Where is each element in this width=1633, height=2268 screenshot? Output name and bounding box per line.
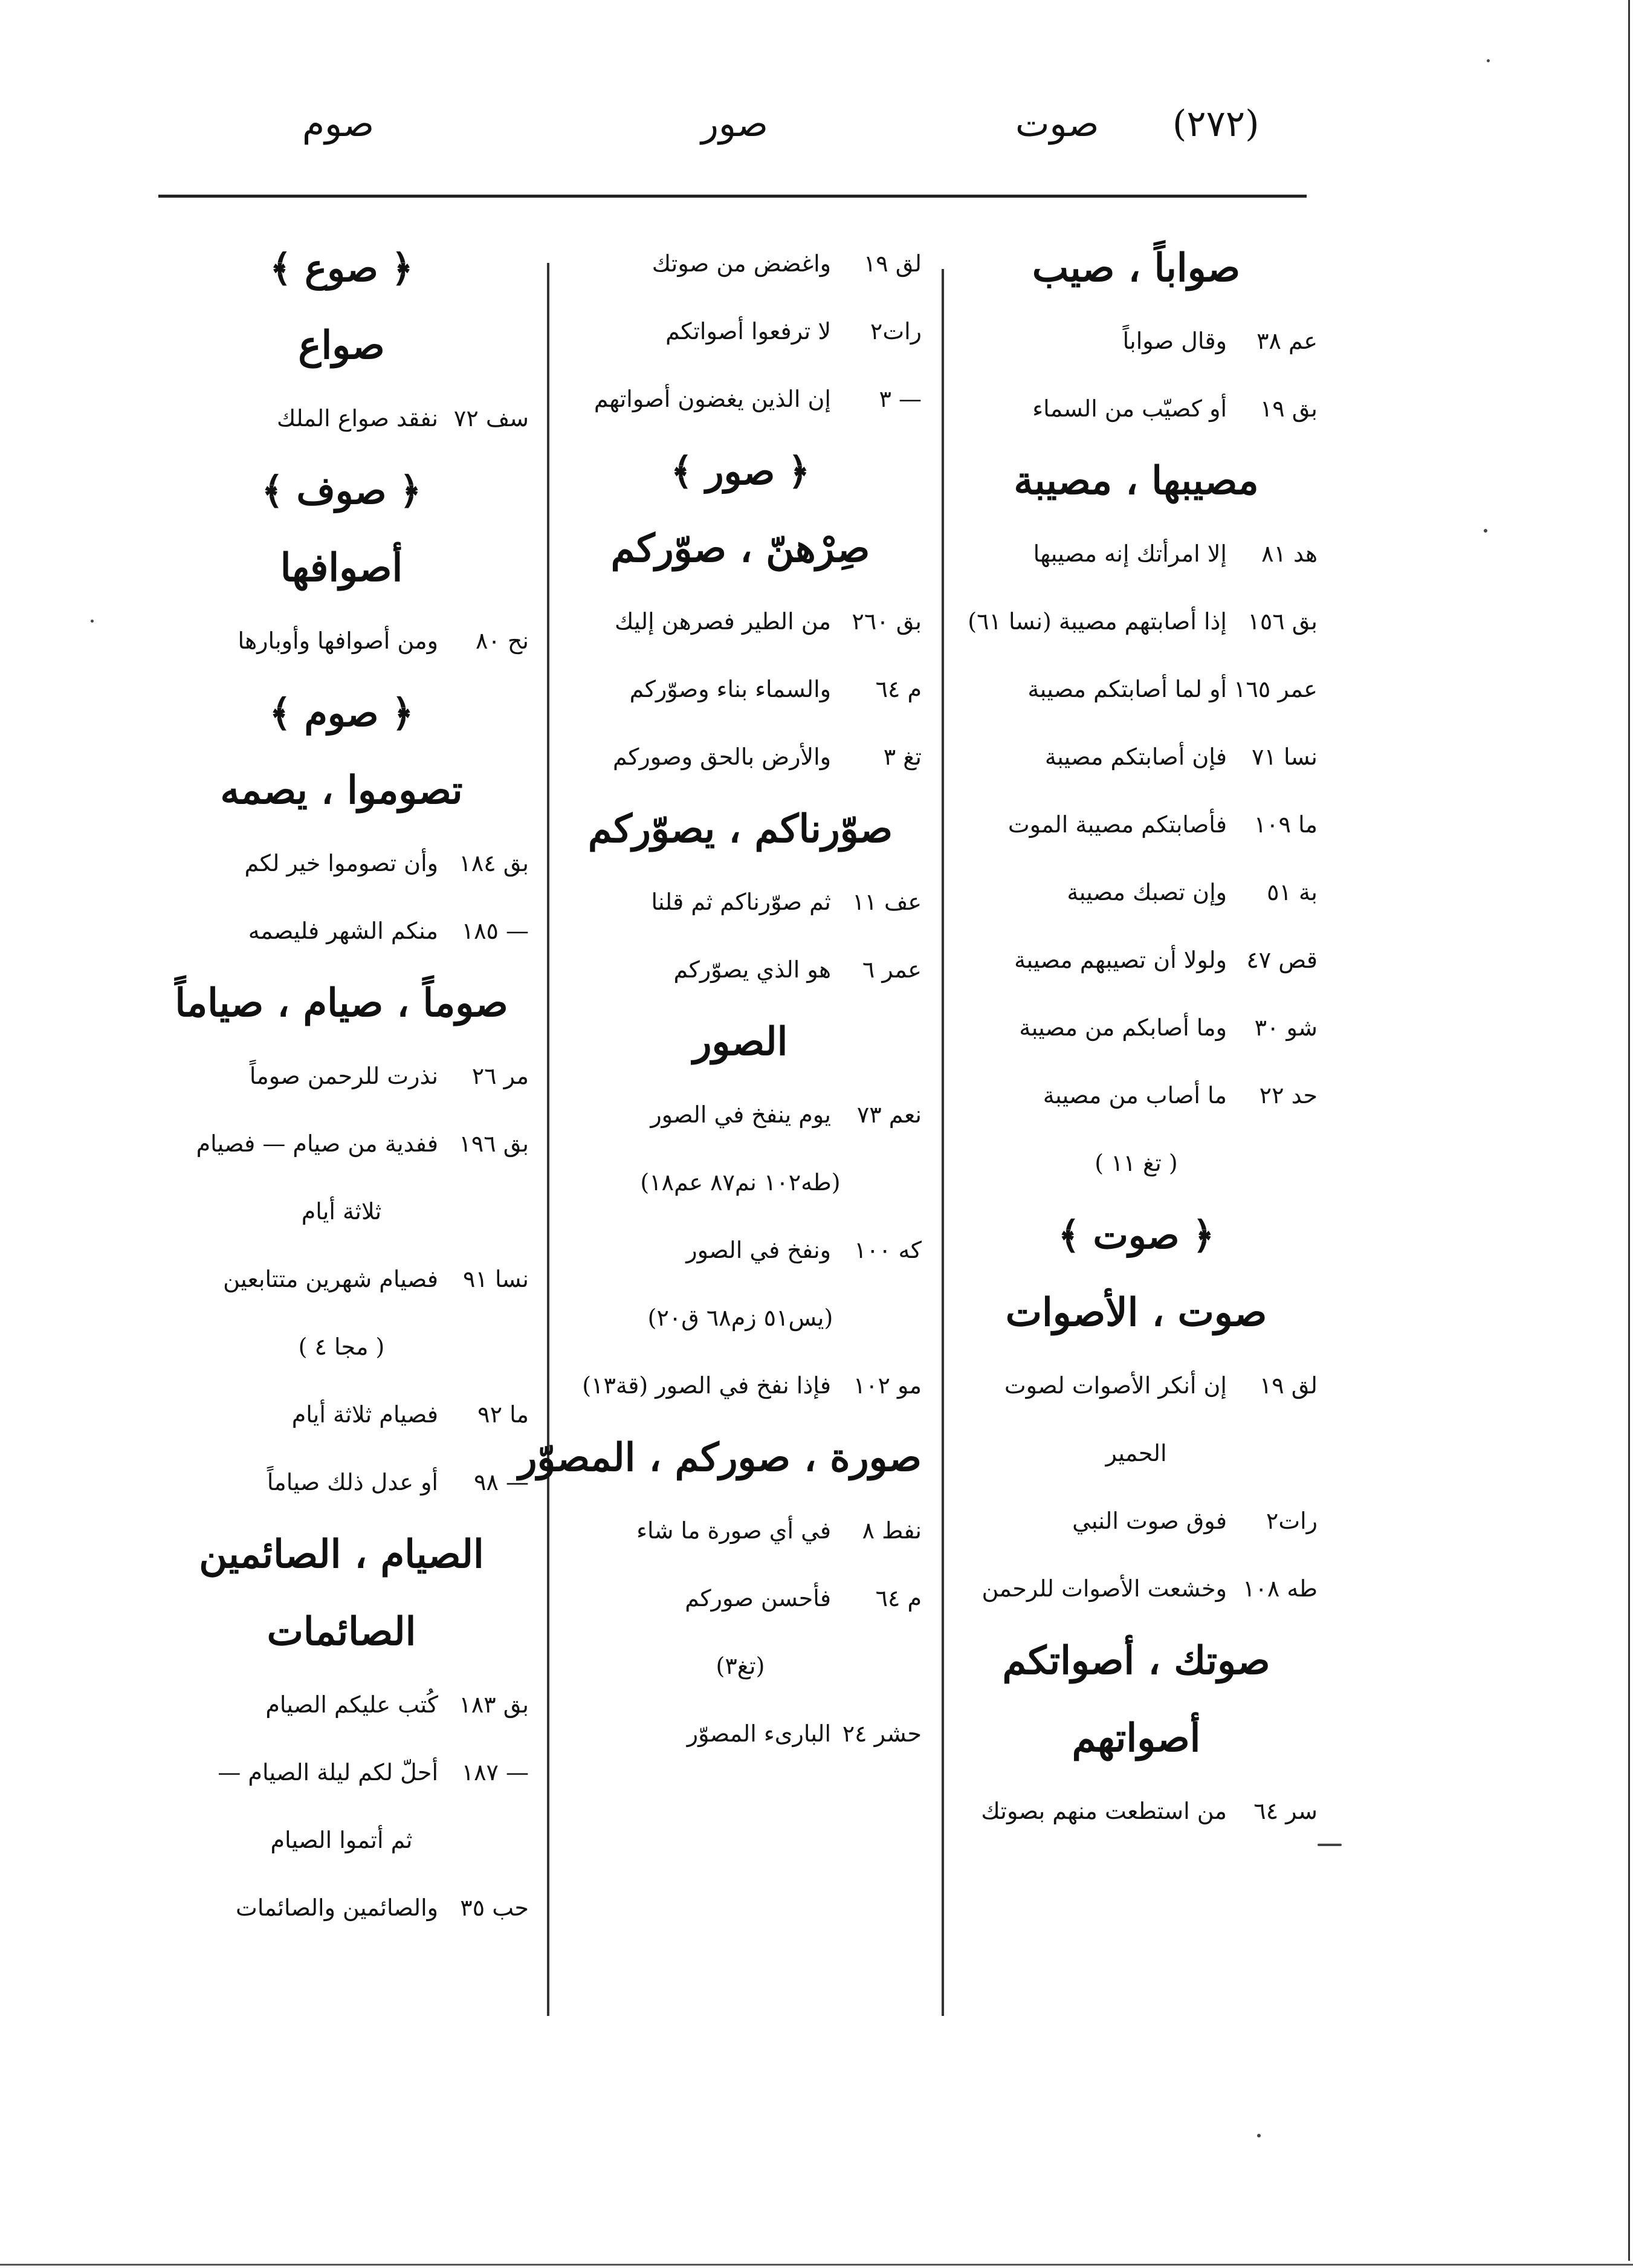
verse-excerpt: فأحسن صوركم <box>685 1585 831 1612</box>
verse-excerpt: فصيام ثلاثة أيام <box>291 1401 438 1428</box>
index-entry <box>559 365 922 433</box>
word-heading: صورة ، صوركم ، المصوّر <box>518 1435 922 1480</box>
index-entry <box>955 1487 1318 1555</box>
index-entry <box>559 936 922 1003</box>
surah-verse-ref: كه ١٠٠ <box>854 1237 922 1263</box>
header-rule <box>158 195 1307 198</box>
surah-verse-ref: نسا ٩١ <box>463 1266 529 1292</box>
verse-excerpt: نفقد صواع الملك <box>277 405 438 432</box>
cross-reference: (يس٥١ زم٦٨ ق٢٠) <box>647 1304 833 1331</box>
surah-verse-ref: نفط ٨ <box>862 1517 922 1544</box>
index-entry <box>955 520 1318 588</box>
surah-verse-ref: بق ١٨٣ <box>459 1691 529 1718</box>
verse-excerpt: من استطعت منهم بصوتك <box>981 1798 1227 1824</box>
header-word-right: صوت <box>1015 103 1099 145</box>
page-number: (٢٧٢) <box>1172 103 1260 145</box>
word-heading: الصور <box>693 1019 788 1064</box>
word-heading: صوماً ، صيام ، صياماً <box>175 980 508 1026</box>
word-heading: أصواتهم <box>1072 1716 1201 1761</box>
verse-excerpt: نذرت للرحمن صوماً <box>249 1063 438 1089</box>
verse-excerpt: إن أنكر الأصوات لصوت <box>1004 1372 1227 1399</box>
verse-excerpt: فإذا نفخ في الصور (قة١٣) <box>582 1372 831 1399</box>
verse-excerpt: لا ترفعوا أصواتكم <box>665 318 831 345</box>
verse-excerpt: فصيام شهرين متتابعين <box>223 1266 438 1292</box>
index-entry <box>955 1555 1318 1622</box>
verse-excerpt: وأن تصوموا خير لكم <box>244 850 438 876</box>
index-entry <box>955 791 1318 858</box>
index-entry <box>154 1671 529 1738</box>
scan-speck <box>1257 2134 1261 2137</box>
index-entry <box>154 1245 529 1313</box>
index-entry <box>955 1061 1318 1129</box>
verse-excerpt: والصائمين والصائمات <box>236 1894 438 1921</box>
verse-excerpt: ونفخ في الصور <box>686 1237 831 1263</box>
verse-excerpt: كُتب عليكم الصيام <box>265 1691 438 1718</box>
index-entry <box>559 868 922 936</box>
scan-speck <box>1318 1844 1342 1846</box>
surah-verse-ref: لق ١٩ <box>863 250 922 277</box>
surah-verse-ref: سر ٦٤ <box>1253 1798 1318 1824</box>
verse-excerpt: ففدية من صيام — فصيام <box>196 1130 438 1157</box>
index-entry <box>154 1110 529 1178</box>
scan-speck <box>91 620 94 623</box>
surah-verse-ref: عم ٣٨ <box>1256 328 1318 354</box>
index-entry <box>955 858 1318 926</box>
index-entry <box>559 588 922 655</box>
surah-verse-ref: عمر ٦ <box>862 956 922 983</box>
verse-excerpt: إلا امرأتك إنه مصيبها <box>1033 540 1227 567</box>
surah-verse-ref: — ١٨٧ <box>461 1759 529 1786</box>
root-heading: ﴿ صوف ﴾ <box>261 468 422 513</box>
word-heading: أصوافها <box>280 545 403 591</box>
surah-verse-ref: شو ٣٠ <box>1254 1014 1318 1041</box>
verse-excerpt: ثم صوّرناكم ثم قلنا <box>651 889 831 915</box>
index-entry <box>154 829 529 897</box>
word-heading: الصائمات <box>267 1609 416 1654</box>
verse-excerpt: والسماء بناء وصوّركم <box>629 676 831 702</box>
surah-verse-ref: لق ١٩ <box>1259 1372 1318 1399</box>
entry-continuation: ثلاثة أيام <box>301 1198 382 1225</box>
index-entry <box>154 1738 529 1806</box>
verse-excerpt: وخشعت الأصوات للرحمن <box>981 1575 1227 1602</box>
index-entry <box>559 1216 922 1284</box>
verse-excerpt: يوم ينفخ في الصور <box>650 1101 831 1128</box>
surah-verse-ref: م ٦٤ <box>875 1585 922 1612</box>
cross-reference: ( مجا ٤ ) <box>298 1333 385 1360</box>
surah-verse-ref: حشر ٢٤ <box>842 1720 922 1747</box>
entry-continuation: الحمير <box>1105 1440 1167 1466</box>
word-heading: الصيام ، الصائمين <box>199 1532 484 1577</box>
surah-verse-ref: بق ١٥٦ <box>1247 608 1318 635</box>
verse-excerpt: واغضض من صوتك <box>652 250 831 277</box>
surah-verse-ref: بق ١٨٤ <box>459 850 529 876</box>
index-entry <box>955 926 1318 994</box>
index-entry <box>955 1352 1318 1419</box>
surah-verse-ref: بق ١٩٦ <box>459 1130 529 1157</box>
index-entry <box>559 723 922 791</box>
surah-verse-ref: مو ١٠٢ <box>853 1372 922 1399</box>
word-heading: صوتك ، أصواتكم <box>1002 1638 1270 1683</box>
index-entry <box>559 297 922 365</box>
verse-excerpt: هو الذي يصوّركم <box>673 956 831 983</box>
index-entry <box>955 655 1318 723</box>
surah-verse-ref: سف ٧٢ <box>453 405 529 432</box>
surah-verse-ref: ما ١٠٩ <box>1253 811 1318 838</box>
verse-excerpt: أو عدل ذلك صياماً <box>267 1469 438 1495</box>
verse-excerpt: البارىء المصوّر <box>687 1720 831 1747</box>
index-entry <box>559 1497 922 1564</box>
index-entry <box>559 655 922 723</box>
surah-verse-ref: هد ٨١ <box>1261 540 1318 567</box>
cross-reference: ( تغ ١١ ) <box>1095 1150 1178 1176</box>
verse-excerpt: أحلّ لكم ليلة الصيام — <box>218 1759 438 1786</box>
verse-excerpt: وإن تصبك مصيبة <box>1067 879 1227 906</box>
surah-verse-ref: حد ٢٢ <box>1259 1082 1318 1109</box>
verse-excerpt: والأرض بالحق وصوركم <box>613 744 831 770</box>
entry-continuation: ثم أتموا الصيام <box>270 1827 413 1853</box>
surah-verse-ref: بق ١٩ <box>1260 395 1318 422</box>
index-entry <box>559 1564 922 1632</box>
verse-excerpt: منكم الشهر فليصمه <box>248 918 438 944</box>
root-heading: ﴿ صور ﴾ <box>670 449 810 493</box>
index-entry <box>559 230 922 297</box>
index-entry <box>559 1081 922 1149</box>
index-entry <box>955 723 1318 791</box>
index-entry <box>154 384 529 452</box>
surah-verse-ref: رات٢ <box>870 318 922 345</box>
word-heading: صواع <box>298 323 385 368</box>
surah-verse-ref: — ٣ <box>879 386 922 412</box>
root-heading: ﴿ صوع ﴾ <box>270 246 413 290</box>
verse-excerpt: فوق صوت النبي <box>1072 1508 1227 1534</box>
index-entry <box>154 1042 529 1110</box>
scan-speck <box>1484 529 1487 533</box>
root-heading: ﴿ صوت ﴾ <box>1058 1213 1215 1257</box>
word-heading: صوّرناكم ، يصوّركم <box>587 806 893 852</box>
index-entry <box>154 1874 529 1942</box>
surah-verse-ref: — ٩٨ <box>474 1469 529 1495</box>
surah-verse-ref: نح ٨٠ <box>475 627 529 654</box>
verse-excerpt: إذا أصابتهم مصيبة (نسا ٦١) <box>968 608 1227 635</box>
index-entry <box>955 307 1318 375</box>
verse-excerpt: من الطير فصرهن إليك <box>615 608 831 635</box>
page-border-bottom <box>0 2264 1633 2266</box>
index-entry <box>154 1381 529 1448</box>
verse-excerpt: فأصابتكم مصيبة الموت <box>1007 811 1227 838</box>
left-column <box>154 230 529 1942</box>
surah-verse-ref: نعم ٧٣ <box>856 1101 922 1128</box>
cross-reference: (تغ٣) <box>716 1653 765 1679</box>
verse-excerpt: وقال صواباً <box>1122 328 1227 354</box>
surah-verse-ref: — ١٨٥ <box>461 918 529 944</box>
surah-verse-ref: م ٦٤ <box>875 676 922 702</box>
right-column <box>955 230 1318 1845</box>
surah-verse-ref: طه ١٠٨ <box>1243 1575 1318 1602</box>
surah-verse-ref: حب ٣٥ <box>460 1894 529 1921</box>
header-word-middle: صور <box>701 103 768 145</box>
word-heading: تصوموا ، يصمه <box>220 768 463 813</box>
surah-verse-ref: قص ٤٧ <box>1246 947 1318 973</box>
index-entry <box>559 1700 922 1767</box>
surah-verse-ref: تغ ٣ <box>883 744 922 770</box>
root-heading: ﴿ صوم ﴾ <box>269 691 414 735</box>
surah-verse-ref: ما ٩٢ <box>477 1401 529 1428</box>
verse-excerpt: أو لما أصابتكم مصيبة <box>1027 676 1227 702</box>
cross-reference: (طه١٠٢ نم٨٧ عم١٨) <box>640 1169 841 1196</box>
index-entry <box>955 994 1318 1061</box>
verse-excerpt: إن الذين يغضون أصواتهم <box>593 386 831 412</box>
index-entry <box>955 588 1318 655</box>
verse-excerpt: أو كصيّب من السماء <box>1032 395 1227 422</box>
index-entry <box>955 1777 1318 1845</box>
index-entry <box>154 1448 529 1516</box>
middle-column <box>518 230 922 1767</box>
surah-verse-ref: مر ٢٦ <box>471 1063 529 1089</box>
column-divider-left <box>547 263 549 2016</box>
word-heading: صوت ، الأصوات <box>1005 1290 1267 1335</box>
index-entry <box>955 375 1318 442</box>
surah-verse-ref: بق ٢٦٠ <box>852 608 922 635</box>
surah-verse-ref: عف ١١ <box>852 889 922 915</box>
verse-excerpt: ما أصاب من مصيبة <box>1043 1082 1227 1109</box>
word-heading: صواباً ، صيب <box>1032 245 1241 291</box>
word-heading: صِرْهنّ ، صوّركم <box>610 526 870 571</box>
index-entry <box>559 1352 922 1419</box>
page-border-right <box>1628 0 1630 2261</box>
index-entry <box>154 897 529 965</box>
surah-verse-ref: بة ٥١ <box>1267 879 1318 906</box>
verse-excerpt: في أي صورة ما شاء <box>636 1517 831 1544</box>
verse-excerpt: ولولا أن تصيبهم مصيبة <box>1014 947 1227 973</box>
surah-verse-ref: نسا ٧١ <box>1252 744 1318 770</box>
column-divider-right <box>942 269 944 2016</box>
verse-excerpt: وما أصابكم من مصيبة <box>1019 1014 1227 1041</box>
surah-verse-ref: عمر ١٦٥ <box>1234 676 1318 702</box>
word-heading: مصيبها ، مصيبة <box>1014 458 1259 504</box>
verse-excerpt: ومن أصوافها وأوبارها <box>238 627 438 654</box>
header-word-left: صوم <box>302 103 375 145</box>
surah-verse-ref: رات٢ <box>1266 1508 1318 1534</box>
scan-speck <box>1487 59 1490 62</box>
verse-excerpt: فإن أصابتكم مصيبة <box>1044 744 1227 770</box>
index-entry <box>154 607 529 675</box>
